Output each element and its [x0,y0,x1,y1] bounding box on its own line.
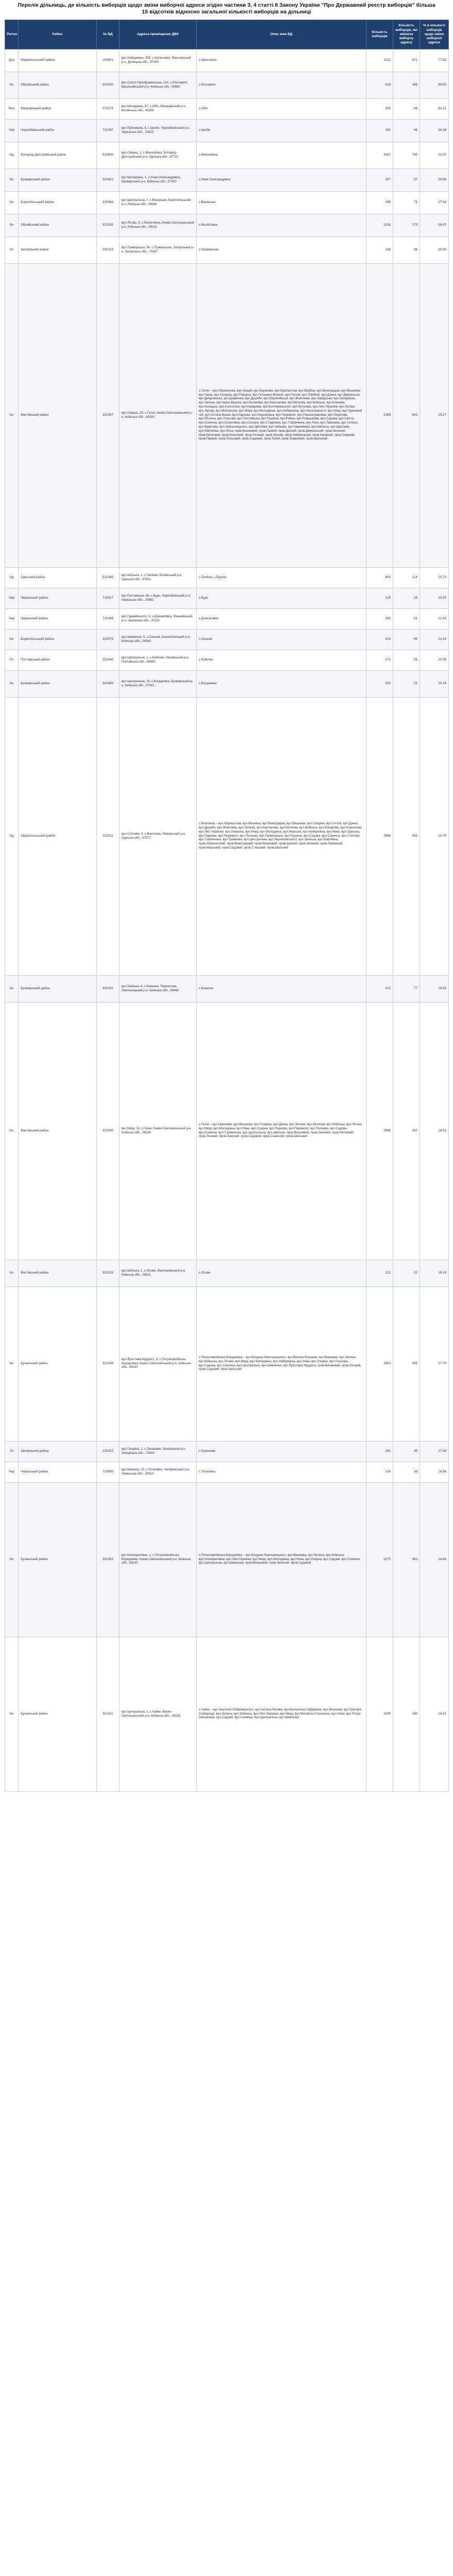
cell-voters: 282 [367,609,393,630]
header-percent: % в кількості виборців щодо зміни виборчої адреси [420,20,449,49]
cell-bounds: с.Гатне – вул.Березова, вул.Вишнева, вул.Гагаріна, вул.Дачна, вул.Зелена, вул.Квіткова, вул.Київська, вул.Лісова, вул.Миру, вул.Молодіжна, вул.Нова, вул.Озерна, вул.Паркова, вул.Перемоги, вул.Польова, вул.Садова, вул.Сонячна, вул.Т.Шевченка, вул.Центральна, вул.Шкільна, пров.Вишневий, пров.Зелений, пров.Квітковий, пров.Лісовий, пров.Озерний, пров.Садовий, пров.Сонячний, пров.Шкільний [197,1003,367,1260]
cell-region: Вол [5,99,19,120]
cell-changed: 56 [393,650,420,671]
cell-num: 230219 [97,237,119,264]
cell-bounds: с.Петропавлівська Борщагівка – вул.Богдана Хмельницького, вул.Вишнева, вул.Зелена, вул.Київська, вул.Кооперативна, вул.Лесі Українки, вул.Миру, вул.Молодіжна, вул.Нова, вул.Озерна, вул.Садова, вул.Сонячна, вул.Центральна, вул.Шевченка, пров.Вишневий, пров.Зелений, пров.Садовий [197,1483,367,1637]
table-row [5,237,449,264]
table-row [5,976,449,1003]
polling-stations-table [5,20,449,1792]
cell-num: 711067 [97,120,119,142]
cell-percent: 25.27 [420,264,449,568]
cell-voters: 282 [367,1442,393,1462]
cell-region: Чер [5,120,19,142]
cell-bounds: с.Вишеньки [197,192,367,214]
cell-num: 531440 [97,650,119,671]
cell-changed: 240 [393,1637,420,1792]
cell-voters: 419 [367,630,393,650]
table-row [5,214,449,237]
cell-voters: 121 [367,1260,393,1287]
cell-bounds: с.Палієва, с.Бурлак [197,568,367,588]
cell-percent: 41.21 [420,99,449,120]
cell-bounds: с.Петропавлівська Борщагівка – вул.Богдана Хмельницького, вул.Велика Кільцева, вул.Вишнева, вул.Зелена, вул.Київська, вул.Лісова, вул.Миру, вул.Молодіжна, вул.Набережна, вул.Нова, вул.Озерна, вул.Польова, вул.Садова, вул.Сонячна, вул.Центральна, вул.Шевченка, вул.Ярослава Мудрого, пров.Вишневий, пров.Лісовий, пров.Садовий, пров.Шкільний [197,1287,367,1442]
table-row [5,609,449,630]
cell-region: Ки [5,72,19,99]
cell-changed: 383 [393,1483,420,1637]
cell-changed: 38 [393,1462,420,1483]
cell-changed: 871 [393,49,420,72]
cell-address: вул.Приморська, 54, с.Приморське, Запорізький р-н, Запорізька обл., 70437 [119,237,197,264]
cell-district: Маріупольський район [19,49,97,72]
cell-district: Білгород-Дністровський район [19,142,97,169]
cell-district: Фастівський район [19,1003,97,1260]
cell-district: Полтавський район [19,650,97,671]
cell-region: Ки [5,976,19,1003]
cell-address: вул.Степова, 4, с.Фонтанка, Лиманський р-н, Одеська обл., 67571 [119,698,197,976]
table-row [5,120,449,142]
cell-region: Ки [5,1003,19,1260]
cell-district: Черкаський район [19,588,97,609]
cell-voters: 272 [367,650,393,671]
cell-address: вул.Гуданівського, 5, с.Дзензелівка, Маньківський р-н, Черкаська обл., 20110 [119,609,197,630]
cell-num: 140601 [97,49,119,72]
cell-voters: 269 [367,192,393,214]
table-row [5,1003,449,1260]
cell-bounds: с.Малютянка [197,214,367,237]
cell-district: Фастівський район [19,1260,97,1287]
cell-bounds: с.Ковалин [197,976,367,1003]
cell-changed: 795 [393,142,420,169]
table-row [5,1483,449,1637]
cell-changed: 273 [393,214,420,237]
cell-voters: 418 [367,72,393,99]
cell-voters: 1445 [367,1637,393,1792]
cell-district: Одеський район [19,568,97,588]
cell-changed: 97 [393,169,420,192]
cell-num: 510800 [97,142,119,169]
cell-address: вул.Спасо-Преображенська, 10А, с.Рославичі, Васильківський р-н, Київська обл., 08683 [119,72,197,99]
cell-district: Черкаський район [19,1462,97,1483]
cell-bounds: с.Богданівка [197,671,367,698]
cell-voters: 224 [367,1462,393,1483]
cell-changed: 68 [393,99,420,120]
cell-region: Ки [5,192,19,214]
cell-bounds: с.Обіч [197,99,367,120]
table-row [5,1637,449,1792]
cell-changed: 77 [393,976,420,1003]
cell-percent: 16.84 [420,1483,449,1637]
cell-voters: 2466 [367,1003,393,1260]
table-row [5,671,449,698]
cell-address: вул.Шкільна, 1, с.Палієва, Біляївський р-н, Одеська обл., 67631 [119,568,197,588]
cell-num: 710245 [97,609,119,630]
cell-changed: 61 [393,609,420,630]
cell-bounds: с.Фонтанка – вул.Абрикосова, вул.Весняна, вул.Виноградна, вул.Вишнева, вул.Гагаріна, вул.Гоголя, вул.Дачна, вул.Дружби, вул.Жовтнева, вул.Зелена, вул.Каштанова, вул.Квіткова, вул.Київська, вул.Комарова, вул.Корольова, вул.Лесі Українки, вул.Лиманна, вул.Миру, вул.Молодіжна, вул.Морська, вул.Набережна, вул.Нова, вул.Одеська, вул.Паркова, вул.Перемоги, вул.Польова, вул.Приморська, вул.Пушкіна, вул.Садова, вул.Сонячна, вул.Степова, вул.Т.Шевченка, вул.Травнева, вул.Центральна, вул.Черняховського, вул.Шкільна, вул.Ювілейна, пров.Абрикосовий, пров.Виноградний, пров.Вишневий, пров.Дачний, пров.Зелений, пров.Лиманний, пров.Морський, пров.Садовий, пров.Степовий, пров.Шкільний [197,698,367,976]
cell-percent: 17.38 [420,1442,449,1462]
cell-percent: 17.70 [420,1287,449,1442]
cell-num: 321035 [97,214,119,237]
cell-district: Запорізький район [19,237,97,264]
cell-region: Ки [5,1287,19,1442]
cell-percent: 25.90 [420,237,449,264]
cell-district: Чорнобаївський район [19,120,97,142]
cell-address: вул.Шкільна, 15, с.Топилівка, Чигиринський р-н, Черкаська обл., 20914 [119,1462,197,1483]
cell-changed: 186 [393,72,420,99]
header-changed: Кількість виборців, які змінили виборчу адресу [393,20,420,49]
cell-percent: 26.87 [420,214,449,237]
table-row [5,99,449,120]
header-district: Район [19,20,97,49]
cell-voters: 2487 [367,142,393,169]
cell-num: 322090 [97,1003,119,1260]
cell-percent: 18.18 [420,1260,449,1287]
table-row [5,568,449,588]
header-region: Регіон [5,20,19,49]
cell-address: вул.Миру, 13, с.Гатне, Києво-Святошинський р-н, Київська обл., 08160 [119,1003,197,1260]
table-row [5,588,449,609]
cell-district: Броварський район [19,169,97,192]
cell-num: 321053 [97,1483,119,1637]
cell-address: вул.Ярослава Мудрого, 3, с.Петропавлівська Борщагівка, Києво-Святошинський р-н, Київська обл., 08130 [119,1287,197,1442]
table-row [5,72,449,99]
cell-changed: 603 [393,264,420,568]
cell-address: вул.Озерна, 2, с.Миколаївка, Білгород-Дністровський р-н, Одеська обл., 67710 [119,142,197,169]
cell-percent: 77.63 [420,49,449,72]
cell-district: Запорізький район [19,1442,97,1462]
header-num: № ВД [97,20,119,49]
cell-changed: 89 [393,630,420,650]
cell-percent: 16.61 [420,1637,449,1792]
cell-district: Ківерцівський район [19,99,97,120]
cell-num: 320483 [97,671,119,698]
cell-address: вул.Молодіжна, 67, с.Обіч, Ківерцівський р-н, Волинська обл., 45265 [119,99,197,120]
cell-percent: 23.70 [420,568,449,588]
cell-num: 320191 [97,976,119,1003]
cell-percent: 18.69 [420,976,449,1003]
cell-region: Од [5,568,19,588]
cell-address: вул.Центральна, 1, с.Кобилки, Машівський р-н, Полтавська обл., 39430 [119,650,197,671]
cell-voters: 2275 [367,1483,393,1637]
cell-bounds: с.Будо [197,588,367,609]
cell-region: Чер [5,588,19,609]
cell-num: 710890 [97,1462,119,1483]
cell-voters: 1016 [367,214,393,237]
cell-percent: 20.24 [420,671,449,698]
cell-num: 320330 [97,72,119,99]
table-row [5,1287,449,1442]
table-row [5,169,449,192]
cell-percent: 27.88 [420,192,449,214]
cell-bounds: с.Рославичі [197,72,367,99]
cell-region: Ки [5,1637,19,1792]
cell-voters: 2386 [367,264,393,568]
cell-changed: 75 [393,192,420,214]
cell-num: 070275 [97,99,119,120]
cell-address: вул.Кооперативна, 1, с.Петропавлівська Борщагівка, Києво-Святошинський р-н, Київська обл., 08130 [119,1483,197,1637]
cell-num: 512011 [97,698,119,976]
cell-district: Бориспільський район [19,192,97,214]
cell-region: Ки [5,214,19,237]
cell-changed: 29 [393,588,420,609]
cell-address: вул.Центральна, 14, с.Богданівка, Броварський р-н, Київська обл., 07422 [119,671,197,698]
table-row [5,1462,449,1483]
cell-changed: 457 [393,1003,420,1260]
table-row [5,1260,449,1287]
cell-percent: 20.59 [420,650,449,671]
cell-num: 322033 [97,1260,119,1287]
cell-region: Ки [5,671,19,698]
cell-region: Чер [5,609,19,630]
cell-region: Чер [5,1462,19,1483]
table-row [5,49,449,72]
cell-num: 230022 [97,1442,119,1462]
cell-bounds: с.Лісове [197,1260,367,1287]
cell-region: Зп [5,237,19,264]
cell-region: Од [5,698,19,976]
cell-percent: 23.20 [420,588,449,609]
cell-bounds: с.Сеньків [197,630,367,650]
cell-voters: 412 [367,976,393,1003]
cell-percent: 18.53 [420,1003,449,1260]
cell-bounds: с.Шульгинка [197,49,367,72]
page-title: Перелік дільниць, де кількість виборців щодо зміни виборчої адреси згідно частини 3, 4 статті 8 Закону України "Про Державний реєстр виборців" більша 15 відсотків відносно загальної кількості виборців на дільниці [18,2,435,15]
cell-bounds: с.Іркліїв [197,120,367,142]
table-row [5,142,449,169]
cell-region: Ки [5,1483,19,1637]
cell-changed: 66 [393,120,420,142]
cell-district: Броварський район [19,976,97,1003]
cell-changed: 36 [393,237,420,264]
cell-bounds: с.Дзензелівка [197,609,367,630]
header-voters: Кількість виборців [367,20,393,49]
cell-voters: 252 [367,671,393,698]
cell-region: Пл [5,650,19,671]
cell-address: вул.Лісова, 5, с.Малютянка, Києво-Святошинський р-н, Київська обл., 08131 [119,214,197,237]
cell-percent: 21.24 [420,630,449,650]
cell-num: 321049 [97,1287,119,1442]
cell-address: вул.Центральна, 7, с.Вишеньки, Бориспільський р-н, Київська обл., 08340 [119,192,197,214]
cell-district: Черкаський район [19,609,97,630]
table-row [5,630,449,650]
cell-num: 322087 [97,264,119,568]
cell-percent: 44.50 [420,72,449,99]
cell-num: 512085 [97,568,119,588]
cell-address: вул.Шкільна, 1, с.Лісове, Васильківський р-н, Київська обл., 08621 [119,1260,197,1287]
cell-region: Од [5,142,19,169]
cell-changed: 51 [393,671,420,698]
cell-percent: 21.63 [420,609,449,630]
cell-voters: 2853 [367,1287,393,1442]
cell-percent: 16.96 [420,1462,449,1483]
cell-address: вул.Шкільна, 4, с.Ковалин, Переяслав-Хмельницький р-н, Київська обл., 08460 [119,976,197,1003]
cell-voters: 192 [367,120,393,142]
header-address: Адреса приміщення ДВК [119,20,197,49]
cell-bounds: с.Чайки – вул.Анатолія Лобановського, вул.Антона Чехова, вул.Валентина Гайдамаки, вул.Вишнева, вул.Григорія Сковороди, вул.Зелена, вул.Київська, вул.Лесі Українки, вул.Миру, вул.Михайла Стельмаха, вул.Нова, вул.Петра Запорожця, вул.Садова, вул.Сонячна, вул.Центральна, вул.Шевченка [197,1637,367,1792]
cell-district: Бучанський район [19,1287,97,1442]
cell-num: 320481 [97,169,119,192]
cell-num: 710817 [97,588,119,609]
cell-address: вул.Озерна, 29, с.Гатне, Києво-Святошинський р-н, Київська обл., 08160 [119,264,197,568]
cell-voters: 2868 [367,698,393,976]
cell-address: вул.Молодіжна, 1, с.Нова Олександрівка, Броварський р-н, Київська обл., 07420 [119,169,197,192]
table-row [5,264,449,568]
cell-district: Обухівський район [19,214,97,237]
cell-changed: 505 [393,1287,420,1442]
cell-address: вул.Полтавська, 84, с.Будо, Чорнобаївський р-н, Черкаська обл., 19962 [119,588,197,609]
table-row [5,1442,449,1462]
cell-voters: 139 [367,237,393,264]
cell-address: вул.Шевченка, 5, с.Сеньків, Бориспільський р-н, Київська обл., 08342 [119,630,197,650]
cell-percent: 19.70 [420,698,449,976]
cell-district: Овідіопольський район [19,698,97,976]
cell-district: Броварський район [19,671,97,698]
cell-voters: 1122 [367,49,393,72]
cell-district: Обухівський район [19,72,97,99]
cell-voters: 327 [367,169,393,192]
header-bounds: Опис меж ВД [197,20,367,49]
cell-region: Зп [5,1442,19,1462]
cell-num: 320089 [97,192,119,214]
cell-bounds: с.Топилівка [197,1462,367,1483]
cell-district: Бориспільський район [19,630,97,650]
cell-region: Ки [5,630,19,650]
cell-bounds: с.Нова Олександрівка [197,169,367,192]
cell-bounds: с.Лукашеве [197,1442,367,1462]
cell-bounds: с.Приморське [197,237,367,264]
cell-percent: 29.66 [420,169,449,192]
cell-changed: 214 [393,568,420,588]
cell-changed: 22 [393,1260,420,1287]
cell-address: вул.Центральна, 1, с.Чайки, Києво-Святошинський р-н, Київська обл., 08130 [119,1637,197,1792]
cell-bounds: с.Гатне – вул.Абрикосова, вул.Акацій, вул.Березова, вул.Братерства, вул.Вербна, вул.Виноградна, вул.Вишнева, вул.Гаєва, вул.Гагаріна, вул.Герцена, вул.Гетьмана Мазепи, вул.Гоголя, вул.Гребінки, вул.Дачна, вул.Джерельна, вул.Дніпровська, вул.Довженка, вул.Дружби, вул.Європейська, вул.Жовтнева, вул.Заводська, вул.Запорізька, вул.Зелена, вул.Івана Франка, вул.Калинова, вул.Каштанова, вул.Квіткова, вул.Київська, вул.Кленова, вул.Козацька, вул.Колгоспна, вул.Комарова, вул.Котляревського, вул.Кутузова, вул.Лесі Українки, вул.Лісова, вул.Лугова, вул.Матросова, вул.Миру, вул.Молодіжна, вул.Набережна, вул.Незалежності, вул.Нова, вул.Ореховий гай, вул.Остапа Вишні, вул.Паркова, вул.Переможна, вул.Перемоги, вул.Першотравнева, вул.Пирогова, вул.Пісочна, вул.Польова, вул.Полтавська, вул.Пушкіна, вул.Рибна, вул.Ромашкова, вул.Садова, вул.Світла, вул.Сонячна, вул.Спортивна, вул.Сосюри, вул.Стадіонна, вул.Т.Шевченка, вул.Тиха, вул.Травнева, вул.Узлісся, вул.Фруктова, вул.Хмельницького, вул.Цвіткова, вул.Чайкова, вул.Черемхова, вул.Шкільна, вул.Щаслива, вул.Ювілейна, вул.Ясна, пров.Вишневий, пров.Гаєвий, пров.Дачний, пров.Джерельний, пров.Зелений, пров.Квітковий, пров.Кленовий, пров.Лісовий, пров.Лучний, пров.Набережний, пров.Нагірний, пров.Озерний, пров.Паркий, пров.Польовий, пров.Садовий, пров.Тихий, пров.Травневий, пров.Шкільний [197,264,367,568]
cell-num: 320075 [97,630,119,650]
cell-bounds: с.Миколаївка [197,142,367,169]
table-row [5,192,449,214]
cell-district: Бучанський район [19,1483,97,1637]
cell-region: Дон [5,49,19,72]
cell-address: вул.Набережна, 33б, с.Шульгинка, Мангушський р-н, Донецька обл., 87404 [119,49,197,72]
cell-region: Ки [5,1260,19,1287]
cell-district: Фастівський район [19,264,97,568]
cell-num: 321411 [97,1637,119,1792]
cell-region: Ки [5,169,19,192]
cell-district: Бучанський район [19,1637,97,1792]
cell-address: вул.Гагаріна, 2, с.Лукашеве, Запорізький р-н, Запорізька обл., 70404 [119,1442,197,1462]
cell-bounds: с.Кобилки [197,650,367,671]
cell-changed: 49 [393,1442,420,1462]
cell-voters: 125 [367,588,393,609]
table-header-row [5,20,449,49]
cell-changed: 565 [393,698,420,976]
cell-percent: 34.38 [420,120,449,142]
table-row [5,698,449,976]
cell-percent: 31.97 [420,142,449,169]
cell-address: вул.Приозерна, 8, с.Іркліїв, Чорнобаївський р-н, Черкаська обл., 19913 [119,120,197,142]
cell-region: Ки [5,264,19,568]
table-row [5,650,449,671]
cell-voters: 165 [367,99,393,120]
cell-voters: 903 [367,568,393,588]
